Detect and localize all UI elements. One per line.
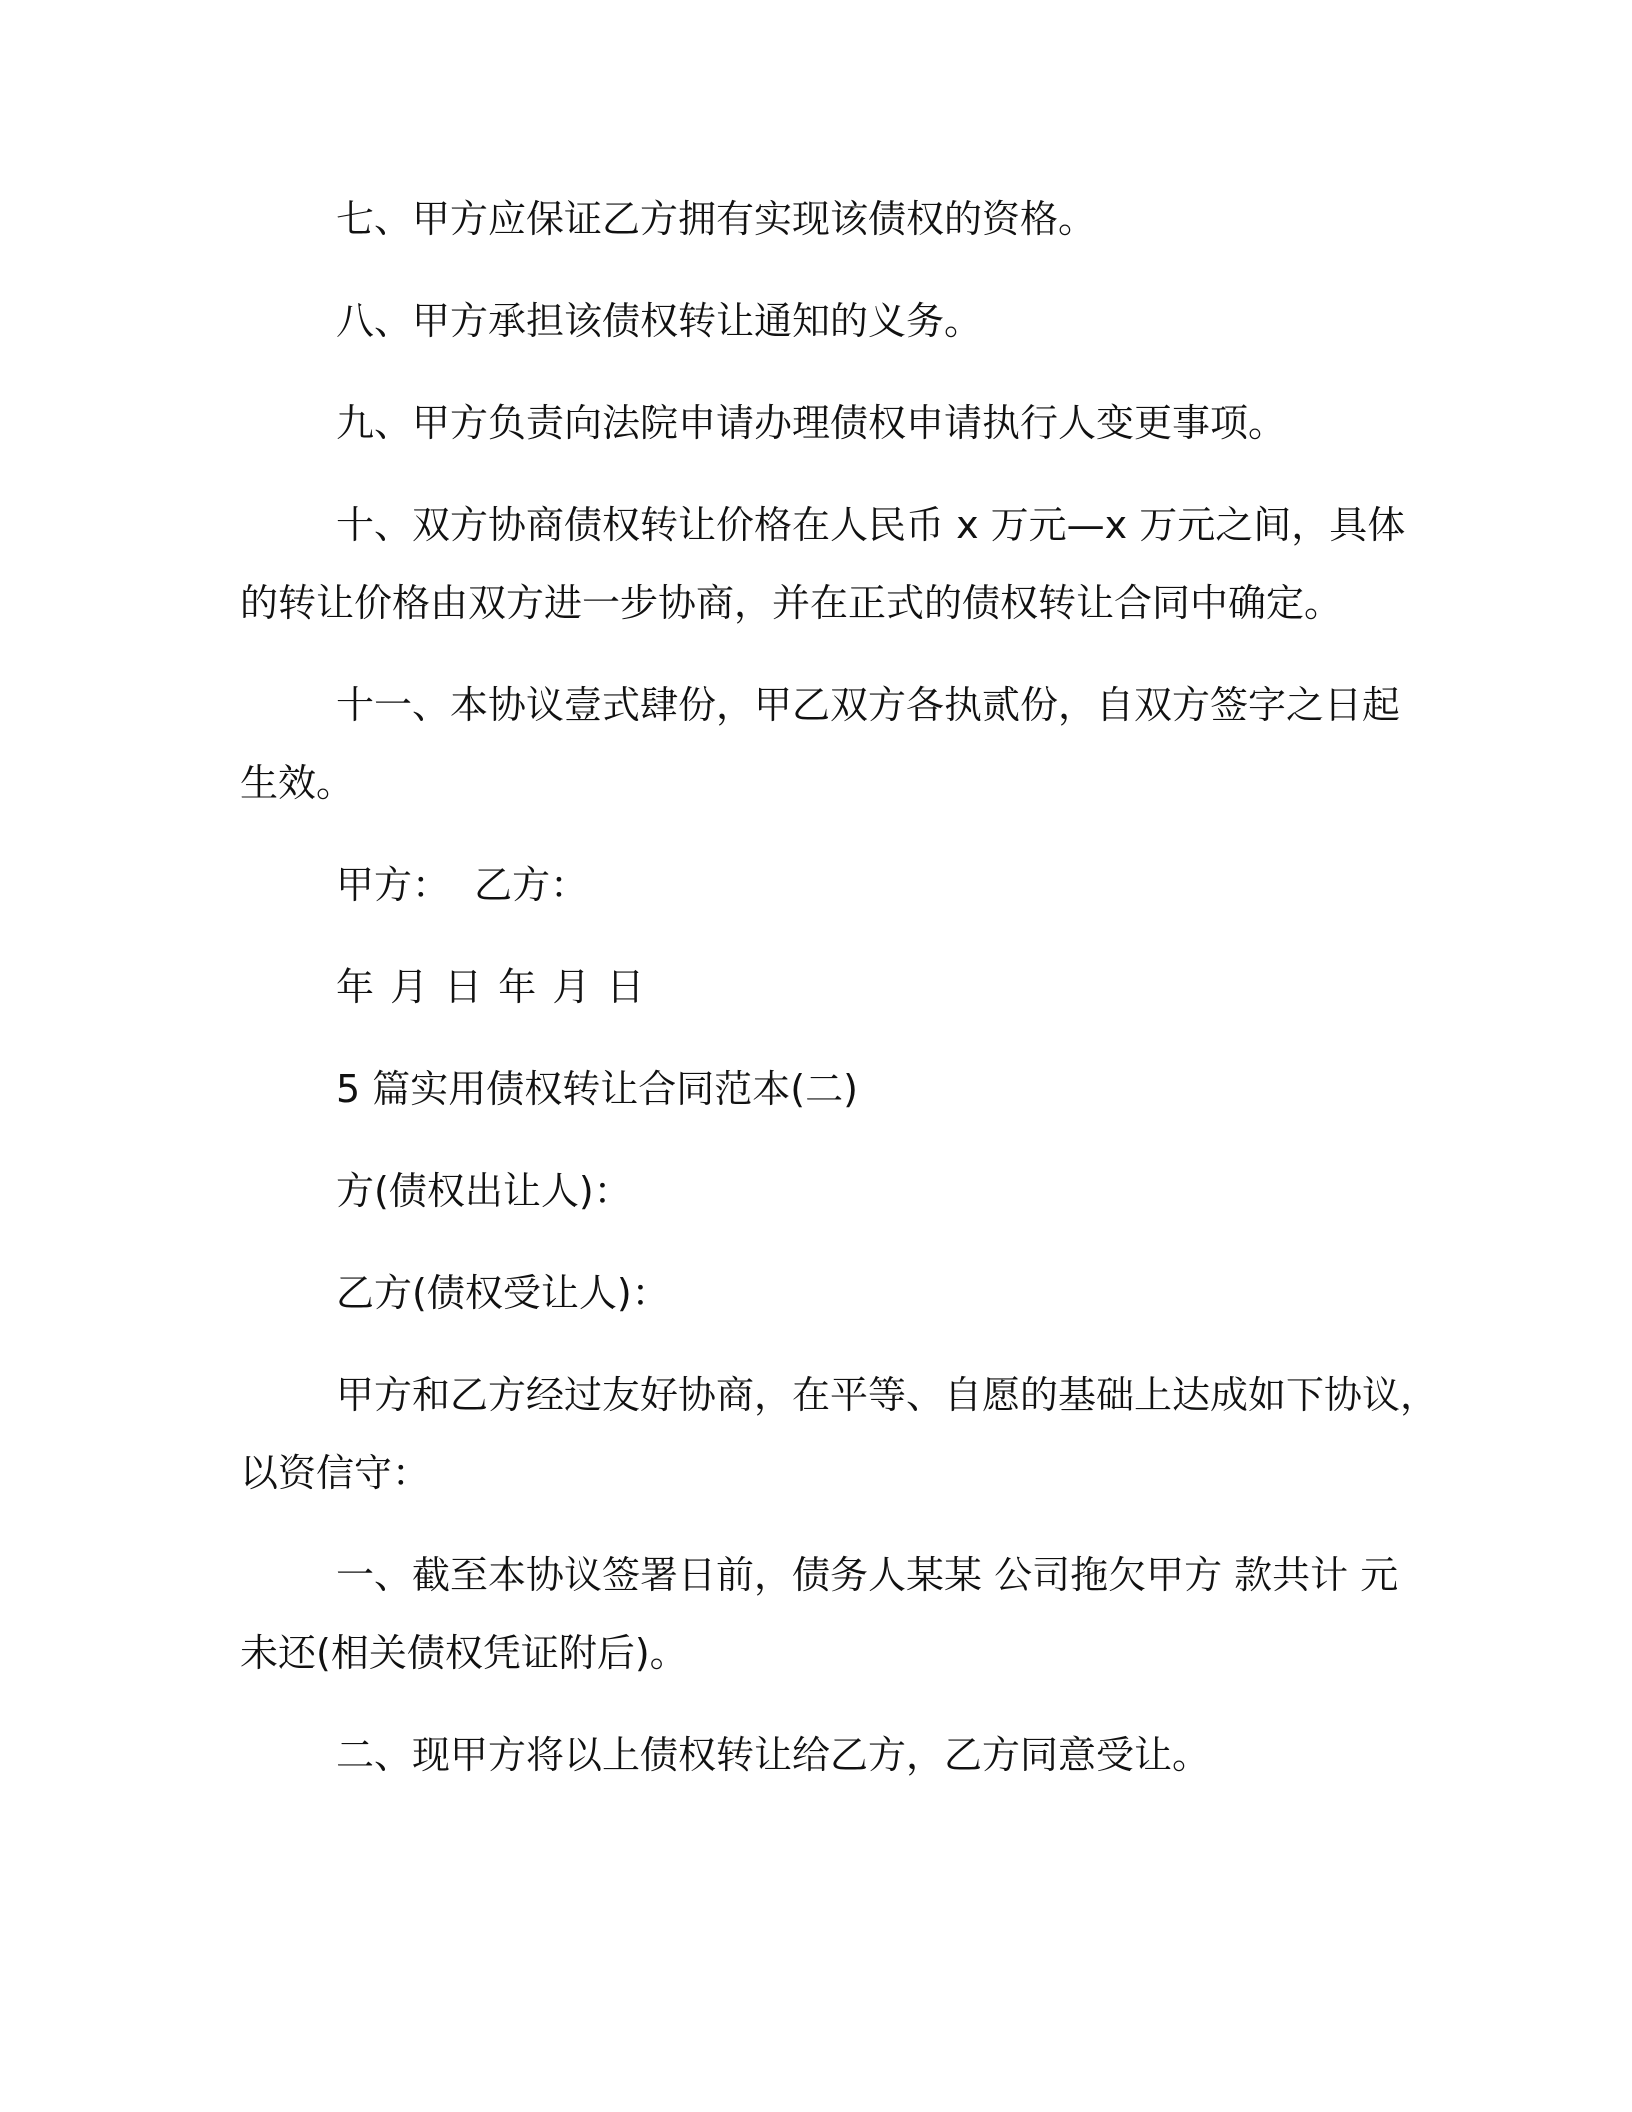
party-a-text: 方(债权出让人)： <box>336 1169 632 1213</box>
clause-one <box>240 1536 1420 1692</box>
signature-line <box>240 846 1420 924</box>
clause-one-line-2: 未还(相关债权凭证附后)。 <box>240 1631 688 1675</box>
intro-paragraph <box>240 1356 1439 1512</box>
intro-line-1: 甲方和乙方经过友好协商，在平等、自愿的基础上达成如下协议， <box>336 1373 1439 1417</box>
party-b-text: 乙方(债权受让人)： <box>336 1271 670 1315</box>
clause-two <box>240 1716 1420 1794</box>
section-title-text: 5 篇实用债权转让合同范本(二) <box>336 1067 858 1111</box>
signature-text: 甲方： 乙方： <box>336 863 589 907</box>
clause-ten-line-1: 十、双方协商债权转让价格在人民币 x 万元—x 万元之间，具体 <box>336 503 1406 547</box>
clause-seven-text: 七、甲方应保证乙方拥有实现该债权的资格。 <box>336 197 1097 241</box>
clause-nine-text: 九、甲方负责向法院申请办理债权申请执行人变更事项。 <box>336 401 1287 445</box>
section-title <box>240 1050 1420 1128</box>
intro-line-2: 以资信守： <box>240 1451 431 1495</box>
clause-eleven-line-2: 生效。 <box>240 761 355 805</box>
clause-eleven <box>240 666 1420 822</box>
clause-nine <box>240 384 1420 462</box>
party-a-line <box>240 1152 1420 1230</box>
date-text: 年 月 日 年 月 日 <box>336 965 647 1009</box>
clause-ten-line-2: 的转让价格由双方进一步协商，并在正式的债权转让合同中确定。 <box>240 581 1343 625</box>
date-line <box>240 948 1420 1026</box>
clause-seven <box>240 180 1420 258</box>
party-b-line <box>240 1254 1420 1332</box>
clause-one-line-1: 一、截至本协议签署日前，债务人某某 公司拖欠甲方 款共计 元 <box>336 1553 1399 1597</box>
clause-eight-text: 八、甲方承担该债权转让通知的义务。 <box>336 299 983 343</box>
clause-eleven-line-1: 十一、本协议壹式肆份，甲乙双方各执贰份，自双方签字之日起 <box>336 683 1401 727</box>
clause-ten <box>240 486 1420 642</box>
clause-eight <box>240 282 1420 360</box>
clause-two-text: 二、现甲方将以上债权转让给乙方，乙方同意受让。 <box>336 1733 1211 1777</box>
